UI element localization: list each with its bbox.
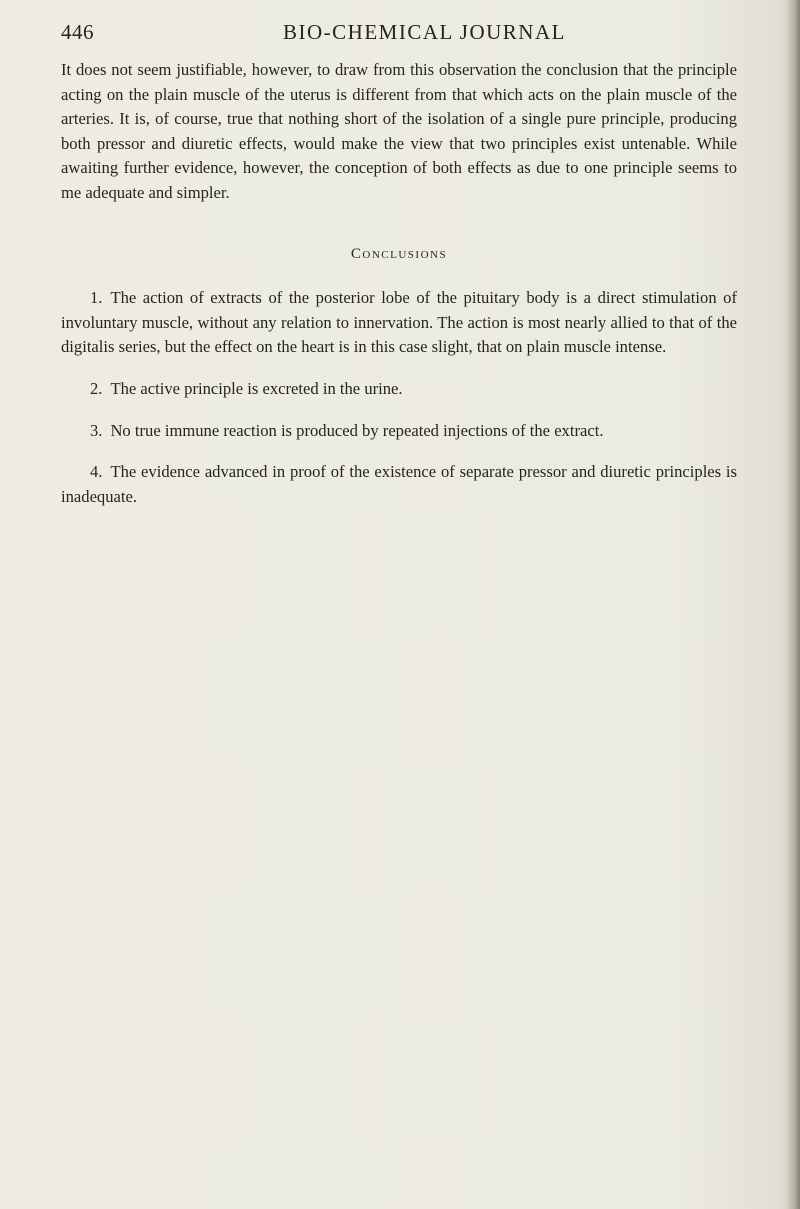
body-text [61,58,737,526]
opening-paragraph: It does not seem justifiable, however, to draw from this observation the conclusion that the principle acting on the plain muscle of the uterus is different from that which acts on the plain muscle of the arteries. It is, of course, true that nothing short of the isolation of a single pure principle, producing both pressor and diuretic effects, would make the view that two principles exist untenable. While awaiting further evidence, however, the conception of both effects as due to one principle seems to me adequate and simpler. [61,60,737,202]
conclusion-text: The active principle is excreted in the urine. [110,378,403,398]
page-edge-shadow [786,0,800,1209]
conclusion-item-1 [61,286,737,360]
conclusion-text: No true immune reaction is produced by repeated injections of the extract. [110,420,604,440]
conclusion-item-4 [61,460,737,509]
conclusion-number: 4. [90,462,103,482]
conclusion-text: The evidence advanced in proof of the existence of separate pressor and diuretic principles is inadequate. [61,462,737,506]
section-heading-conclusions: Conclusions [350,245,448,262]
conclusion-item-2 [61,377,737,402]
conclusion-number: 3. [90,420,103,440]
conclusion-text: The action of extracts of the posterior lobe of the pituitary body is a direct stimulation of involuntary muscle, without any relation to innervation. The action is most nearly allied to that of the digitalis series, but the effect on the heart is in this case slight, that on plain muscle intense. [61,288,737,357]
conclusion-number: 1. [90,288,103,308]
running-head: BIO-CHEMICAL JOURNAL [283,20,566,44]
conclusion-number: 2. [90,378,103,398]
page-header [61,20,741,48]
conclusion-item-3 [61,419,737,444]
page-number: 446 [61,20,94,44]
